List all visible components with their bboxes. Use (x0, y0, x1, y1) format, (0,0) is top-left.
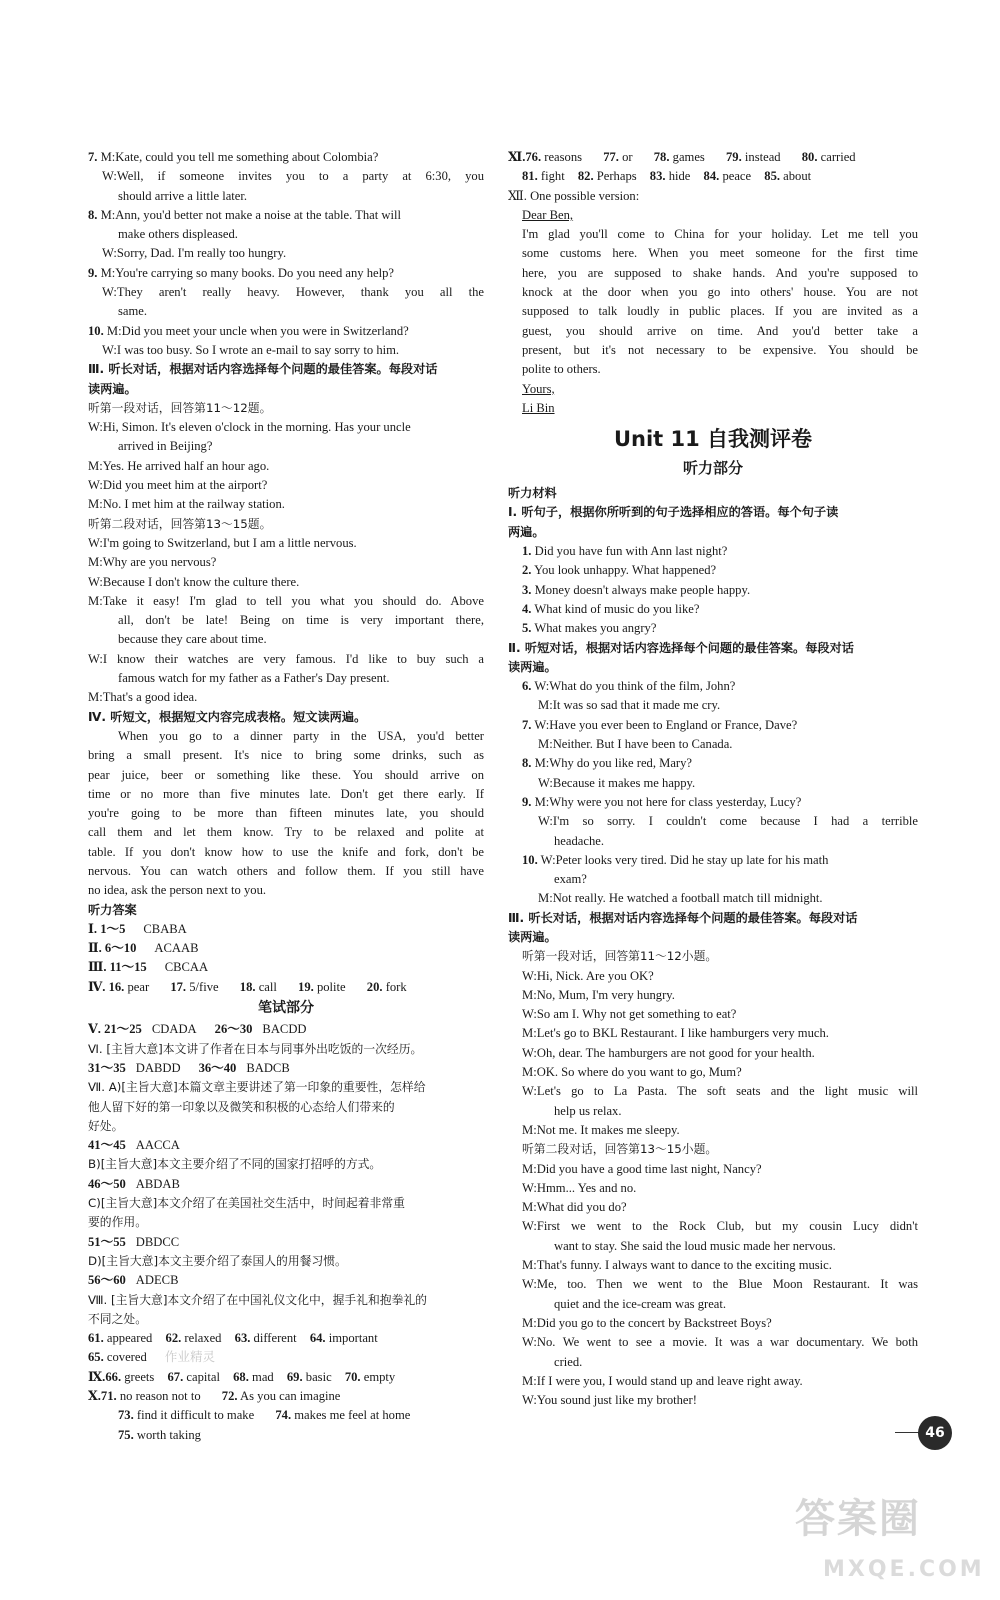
dialogue-line: W:Because it makes me happy. (538, 775, 696, 790)
answer-value: CDADA (151, 1022, 197, 1037)
answer-value: BADCB (246, 1060, 290, 1075)
dialogue-line: W:Hi, Nick. Are you OK? (522, 968, 654, 983)
answer-row (88, 1233, 484, 1252)
section-2-title-cont: 读两遍。 (508, 659, 557, 674)
answer-row (508, 148, 918, 167)
answer-value: 5/five (189, 979, 219, 994)
answer-value: peace (722, 169, 752, 184)
q-number: 7. (522, 717, 532, 732)
answer-key: 31～35 (88, 1060, 126, 1075)
dialogue-text: W:Have you ever been to England or France, Dave? (534, 717, 798, 732)
answer-row (508, 167, 918, 186)
dialogue-line: W:You sound just like my brother! (522, 1393, 697, 1408)
answer-value: carried (820, 150, 856, 164)
dialogue-line (508, 754, 918, 773)
answer-value: empty (363, 1369, 396, 1384)
q-number: 6. (522, 679, 532, 694)
answer-key: 73. (118, 1408, 134, 1423)
answer-value: reasons (544, 150, 583, 164)
answer-value: basic (305, 1369, 332, 1384)
answer-key: 82. (577, 169, 594, 184)
letter-line: polite to others. (522, 362, 601, 377)
answer-key: 74. (275, 1408, 292, 1423)
sentence-item (508, 561, 918, 580)
answer-key: Ⅰ. 1～5 (88, 921, 126, 936)
dialogue-text: W:What do you think of the film, John? (534, 679, 736, 694)
passage-line: call them and let them know. Try to be relaxed and polite at (88, 825, 484, 840)
listening-part-title: 听力部分 (682, 459, 743, 478)
dialogue-line: because they care about time. (118, 632, 267, 647)
written-section-title: 笔试部分 (258, 1000, 314, 1017)
answer-key: Ⅺ. (508, 150, 526, 164)
dialogue-line: W:No. We went to see a movie. It was a war documentary. We both (522, 1335, 918, 1350)
answer-key: Ⅱ. 6～10 (88, 941, 137, 956)
answer-key: 67. (167, 1369, 184, 1384)
q-number: 10. (88, 323, 104, 338)
sentence-text: Money doesn't always make people happy. (534, 582, 751, 597)
answer-value: different (253, 1331, 297, 1346)
answer-key: 75. (118, 1427, 134, 1442)
answer-value: no reason not to (119, 1389, 201, 1403)
passage-line: nervous. You can watch others and follow them. If you still have (88, 863, 484, 878)
page-number-badge: 46 (918, 1416, 952, 1450)
q-number: 3. (522, 582, 532, 597)
letter-signature: Li Bin (522, 400, 555, 415)
answer-value: ACAAB (154, 941, 199, 956)
sentence-item (508, 542, 918, 561)
dialogue-line: W:Did you meet him at the airport? (88, 478, 268, 493)
summary-line: Ⅷ. [主旨大意]本文介绍了在中国礼仪文化中，握手礼和抱拳礼的 (88, 1292, 427, 1307)
section-1-title: Ⅰ. 听句子，根据你所听到的句子选择相应的答语。每个句子读 (508, 505, 839, 520)
answer-key: 19. (298, 979, 314, 994)
q10-line (88, 322, 484, 341)
answer-value: hide (668, 169, 691, 184)
passage-line: time or no more than five minutes late. Don't get there early. If (88, 786, 484, 801)
dialogue-text: W:Peter looks very tired. Did he stay up late for his math (540, 852, 829, 867)
dialogue-line: exam? (554, 872, 587, 887)
sentence-text: What makes you angry? (534, 621, 657, 636)
dialogue-line: M:Let's go to BKL Restaurant. I like hamburgers very much. (522, 1026, 829, 1041)
dialogue-line: M:No. I met him at the railway station. (88, 497, 285, 512)
answer-row (88, 1368, 484, 1387)
answer-row (88, 1426, 484, 1445)
answer-key: 51～55 (88, 1234, 126, 1249)
right-column (508, 148, 918, 1410)
dialogue-line: want to stay. She said the loud music made her nervous. (554, 1238, 836, 1253)
answer-key: 18. (239, 979, 256, 994)
letter-line: I'm glad you'll come to China for your holiday. Let me tell you (522, 227, 918, 242)
answer-value: instead (744, 150, 781, 164)
answer-value: BACDD (262, 1022, 307, 1037)
dialogue-line: W:I'm so sorry. I couldn't come because I had a terrible (538, 814, 918, 829)
summary-line: Ⅶ. A)[主旨大意]本篇文章主要讲述了第一印象的重要性，怎样给 (88, 1080, 426, 1095)
answer-value: AACCA (135, 1138, 180, 1153)
answer-row (88, 1059, 484, 1078)
dialogue-line (508, 677, 918, 696)
section-12-title: Ⅻ. One possible version: (508, 188, 640, 203)
dialogue-line: M:Not really. He watched a football match till midnight. (538, 891, 823, 906)
letter-greeting: Dear Ben, (522, 207, 574, 222)
answer-row (88, 958, 484, 977)
section-3-title-cont: 读两遍。 (88, 381, 137, 396)
dialogue-line: W:Me, too. Then we went to the Blue Moon Restaurant. It was (522, 1277, 918, 1292)
answer-key: 17. (170, 979, 187, 994)
letter-line: present, but it's not necessary to be expensive. You should be (522, 342, 918, 357)
passage-line: no idea, ask the person next to you. (88, 883, 267, 898)
answer-key: 72. (221, 1389, 238, 1403)
dialogue-line: M:It was so sad that it made me cry. (538, 698, 721, 713)
answer-key: 81. (522, 169, 538, 184)
dialogue-line: M:If I were you, I would stand up and leave right away. (522, 1373, 803, 1388)
q8-w: W:Sorry, Dad. I'm really too hungry. (102, 246, 287, 261)
q8-m2: make others displeased. (118, 227, 238, 242)
dialogue-line (508, 793, 918, 812)
dialogue-line: M:OK. So where do you want to go, Mum? (522, 1065, 742, 1080)
letter-line: guest, you should arrive on time. And you'd better take a (522, 323, 918, 338)
answer-key: 84. (703, 169, 720, 184)
dialogue-line (508, 716, 918, 735)
dialogue-line: W:Oh, dear. The hamburgers are not good for your health. (522, 1045, 815, 1060)
passage-line: table. If you don't know how to use the knife and fork, don't be (88, 844, 484, 859)
q-number: 4. (522, 601, 532, 616)
dialogue-line: quiet and the ice-cream was great. (554, 1296, 727, 1311)
answer-row (88, 1020, 484, 1039)
dialogue-line: M:Why are you nervous? (88, 555, 217, 570)
q8-m1: M:Ann, you'd better not make a noise at the table. That will (100, 207, 401, 222)
answer-row (88, 1175, 484, 1194)
q9-line (88, 264, 484, 283)
summary-line: 要的作用。 (88, 1215, 147, 1230)
answer-row (88, 1348, 484, 1367)
answer-key: 68. (233, 1369, 249, 1384)
listening-material-label: 听力材料 (508, 486, 557, 501)
section-3-title: Ⅲ. 听长对话，根据对话内容选择每个问题的最佳答案。每段对话 (88, 362, 438, 377)
answer-key: Ⅴ. 21～25 (88, 1022, 142, 1037)
answer-row (88, 939, 484, 958)
answer-value: As you can imagine (240, 1389, 341, 1403)
sentence-text: What kind of music do you like? (534, 601, 700, 616)
answer-row (88, 1406, 484, 1425)
answer-value: fight (540, 169, 565, 184)
dialogue-line: W:I know their watches are very famous. I'd like to buy such a (88, 651, 484, 666)
passage-line: you're going to be more than fifteen minutes late, you should (88, 806, 484, 821)
answer-value: ABDAB (135, 1176, 180, 1191)
answer-value: greets (124, 1369, 155, 1384)
dialogue-line: arrived in Beijing? (118, 439, 213, 454)
answer-value: find it difficult to make (136, 1408, 255, 1423)
answer-key: 56～60 (88, 1273, 126, 1288)
section-4-title: Ⅳ. 听短文，根据短文内容完成表格。短文读两遍。 (88, 709, 367, 724)
q9-m: M:You're carrying so many books. Do you need any help? (100, 265, 395, 280)
sentence-text: Did you have fun with Ann last night? (534, 544, 728, 559)
passage-line: When you go to a dinner party in the USA, you'd better (118, 728, 484, 743)
answer-value: mad (252, 1369, 274, 1384)
answer-key: 80. (801, 150, 818, 164)
answer-value: appeared (106, 1331, 153, 1346)
dialogue-line: W:Hi, Simon. It's eleven o'clock in the morning. Has your uncle (88, 420, 411, 435)
answer-key: 63. (234, 1331, 251, 1346)
answer-key: 61. (88, 1331, 104, 1346)
q-number: 7. (88, 150, 98, 164)
dialogue-line: M:That's a good idea. (88, 690, 198, 705)
unit-title: Unit 11 自我测评卷 (613, 427, 813, 452)
q8-line (88, 206, 484, 225)
answer-row (88, 1271, 484, 1290)
answer-key: 71. (100, 1389, 117, 1403)
dialogue-text: M:Why were you not here for class yesterday, Lucy? (534, 794, 802, 809)
answer-value: pear (127, 979, 150, 994)
q9-w1: W:They aren't really heavy. However, thank you all the (102, 285, 484, 300)
answer-key: 83. (649, 169, 666, 184)
sentence-item (508, 600, 918, 619)
dialogue-line: help us relax. (554, 1103, 622, 1118)
q-number: 5. (522, 621, 532, 636)
q7-line (88, 148, 484, 167)
dialogue-line: M:That's funny. I always want to dance to the exciting music. (522, 1258, 832, 1273)
answer-value: ADECB (135, 1273, 179, 1288)
sentence-item (508, 619, 918, 638)
answer-value: polite (316, 979, 346, 994)
letter-line: here, you are supposed to shake hands. And you're supposed to (522, 265, 918, 280)
dialogue-text: M:Why do you like red, Mary? (534, 756, 692, 771)
dialogue-line: M:Did you have a good time last night, Nancy? (522, 1161, 762, 1176)
dialogue-line: W:So am I. Why not get something to eat? (522, 1007, 737, 1022)
answer-value: relaxed (184, 1331, 222, 1346)
answer-key: 62. (165, 1331, 182, 1346)
summary-line: D)[主旨大意]本文主要介绍了泰国人的用餐习惯。 (88, 1253, 347, 1268)
answer-value: CBCAA (164, 960, 209, 975)
dialogue-line: M:Neither. But I have been to Canada. (538, 737, 733, 752)
dialogue-line: W:Because I don't know the culture there. (88, 574, 300, 589)
answer-value: important (328, 1331, 378, 1346)
section-2-title: Ⅱ. 听短对话，根据对话内容选择每个问题的最佳答案。每段对话 (508, 640, 854, 655)
letter-closing: Yours, (522, 381, 555, 396)
dialogue2-intro: 听第二段对话，回答第13～15题。 (88, 516, 272, 531)
dialogue-line: W:First we went to the Rock Club, but my cousin Lucy didn't (522, 1219, 918, 1234)
answer-value: covered (106, 1350, 147, 1365)
answer-key: Ⅸ. (88, 1369, 106, 1384)
watermark-url: MXQE.COM (823, 1557, 985, 1582)
answer-value: games (672, 150, 705, 164)
section-1-title-cont: 两遍。 (508, 524, 545, 539)
listening-answers-title: 听力答案 (88, 902, 137, 917)
sentence-item (508, 581, 918, 600)
watermark-text: 答案圈 (795, 1496, 921, 1542)
passage-line: pear juice, beer or something like these. You should arrive on (88, 767, 484, 782)
answer-value: CBABA (143, 921, 187, 936)
q-number: 8. (522, 756, 532, 771)
dialogue1-intro: 听第一段对话，回答第11～12小题。 (522, 949, 718, 964)
q10-m: M:Did you meet your uncle when you were in Switzerland? (106, 323, 409, 338)
dialogue-line: M:No, Mum, I'm very hungry. (522, 987, 675, 1002)
answer-value: capital (186, 1369, 220, 1384)
q-number: 1. (522, 544, 532, 559)
answer-value: DBDCC (135, 1234, 180, 1249)
answer-key: Ⅳ. 16. (88, 979, 125, 994)
dialogue-line: cried. (554, 1354, 583, 1369)
q9-w2: same. (118, 304, 148, 319)
answer-value: worth taking (136, 1427, 201, 1442)
answer-key: 79. (726, 150, 742, 164)
section-3-title: Ⅲ. 听长对话，根据对话内容选择每个问题的最佳答案。每段对话 (508, 910, 858, 925)
dialogue-line: M:Did you go to the concert by Backstreet Boys? (522, 1315, 772, 1330)
dialogue-line: famous watch for my father as a Father's Day present. (118, 671, 390, 686)
summary-line: B)[主旨大意]本文主要介绍了不同的国家打招呼的方式。 (88, 1157, 382, 1172)
answer-row (88, 1387, 484, 1406)
dialogue-line: M:Take it easy! I'm glad to tell you what you should do. Above (88, 593, 484, 608)
answer-key: 64. (309, 1331, 326, 1346)
section-3-title-cont: 读两遍。 (508, 929, 557, 944)
q-number: 2. (522, 563, 532, 578)
answer-value: or (622, 150, 633, 164)
answer-key: Ⅹ. (88, 1389, 101, 1403)
dialogue-line: W:I'm going to Switzerland, but I am a little nervous. (88, 535, 357, 550)
answer-value: Perhaps (596, 169, 637, 184)
answer-row (88, 1136, 484, 1155)
q-number: 8. (88, 207, 98, 222)
q-number: 9. (88, 265, 98, 280)
q-number: 9. (522, 794, 532, 809)
answer-key: 20. (366, 979, 383, 994)
dialogue-line: M:What did you do? (522, 1200, 627, 1215)
q7-m: M:Kate, could you tell me something about Colombia? (100, 150, 379, 164)
dialogue-line: W:Hmm... Yes and no. (522, 1180, 637, 1195)
answer-value: fork (385, 979, 407, 994)
site-watermark (795, 1496, 985, 1592)
answer-key: 85. (764, 169, 781, 184)
answer-row (88, 1329, 484, 1348)
answer-key: Ⅲ. 11～15 (88, 960, 147, 975)
summary-line: C)[主旨大意]本文介绍了在美国社交生活中，时间起着非常重 (88, 1196, 405, 1211)
answer-key: 76. (525, 150, 542, 164)
answer-key: 46～50 (88, 1176, 126, 1191)
answer-row (88, 920, 484, 939)
q-number: 10. (522, 852, 538, 867)
answer-value: makes me feel at home (294, 1408, 411, 1423)
q7-w2: should arrive a little later. (118, 188, 248, 203)
summary-line: Ⅵ. [主旨大意]本文讲了作者在日本与同事外出吃饭的一次经历。 (88, 1041, 423, 1056)
summary-line: 他人留下好的第一印象以及微笑和积极的心态给人们带来的 (88, 1099, 395, 1114)
passage-line: bring a small present. It's nice to bring some drinks, such as (88, 748, 484, 763)
answer-key: 77. (603, 150, 619, 164)
dialogue-line: W:Let's go to La Pasta. The soft seats and the light music will (522, 1084, 918, 1099)
answer-key: 66. (105, 1369, 122, 1384)
letter-line: supposed to talk loudly in public places. If you are invited as a (522, 304, 918, 319)
letter-line: some customs here. When you meet someone for the first time (522, 246, 918, 261)
dialogue-line: M:Yes. He arrived half an hour ago. (88, 458, 270, 473)
left-column (88, 148, 484, 1445)
answer-key: 78. (653, 150, 670, 164)
summary-line: 不同之处。 (88, 1311, 147, 1326)
dialogue1-intro: 听第一段对话，回答第11～12题。 (88, 400, 272, 415)
answer-key: 69. (286, 1369, 303, 1384)
dialogue-line: all, don't be late! Being on time is very important there, (118, 613, 484, 628)
stamp-watermark: 作业精灵 (164, 1350, 216, 1365)
q10-w: W:I was too busy. So I wrote an e-mail to say sorry to him. (102, 342, 400, 357)
dialogue2-intro: 听第二段对话，回答第13～15小题。 (522, 1142, 718, 1157)
dialogue-line (508, 851, 918, 870)
answer-key: 70. (344, 1369, 361, 1384)
dialogue-line: M:Not me. It makes me sleepy. (522, 1122, 680, 1137)
answer-value: call (258, 979, 277, 994)
letter-line: knock at the door when you go into others' house. You are not (522, 285, 918, 300)
sentence-text: You look unhappy. What happened? (534, 563, 717, 578)
answer-value: DABDD (135, 1060, 181, 1075)
answer-value: about (783, 169, 812, 184)
answer-key: 65. (88, 1350, 104, 1365)
answer-key: 41～45 (88, 1138, 126, 1153)
q7-w1: W:Well, if someone invites you to a party at 6:30, you (102, 169, 484, 184)
answer-row (88, 978, 484, 997)
answer-key: 26～30 (214, 1022, 253, 1037)
dialogue-line: headache. (554, 833, 604, 848)
summary-line: 好处。 (88, 1118, 124, 1133)
answer-key: 36～40 (198, 1060, 237, 1075)
